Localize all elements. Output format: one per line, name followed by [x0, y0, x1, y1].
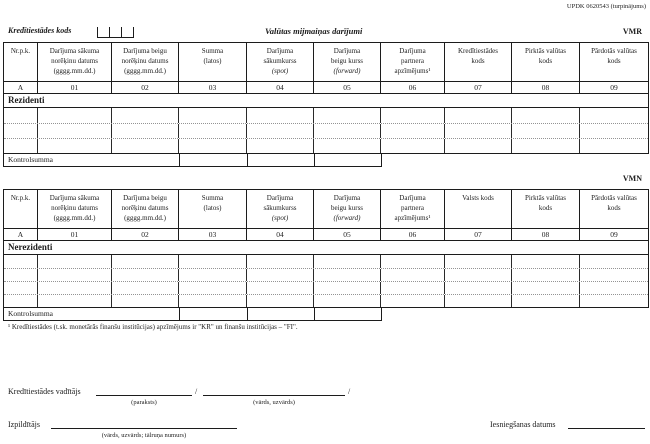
header-line: (gggg.mm.dd.): [124, 214, 166, 223]
manager-signature-label: Kredītiestādes vadītājs: [8, 387, 81, 396]
submission-date-label: Iesniegšanas datums: [490, 420, 556, 429]
body-cell: [38, 255, 112, 268]
col-code-09: 09: [610, 83, 618, 92]
body-cell: [4, 124, 38, 138]
body-cell: [4, 269, 38, 281]
body-cell: [179, 139, 247, 153]
header-line: sākumkurss: [263, 57, 297, 66]
header-line: Valsts kods: [462, 194, 494, 202]
table-grid: [3, 42, 649, 154]
body-cell: [38, 124, 112, 138]
body-cell: [112, 255, 179, 268]
credit-institution-code-boxes: [97, 27, 134, 38]
body-cell: [38, 269, 112, 281]
header-line: (latos): [203, 204, 222, 213]
table-vmn-nonresidents: [3, 189, 649, 321]
body-cell: [247, 124, 314, 138]
body-cell: [179, 124, 247, 138]
body-cell: [179, 269, 247, 281]
header-line: Darījuma sākuma: [49, 194, 100, 202]
body-cell: [445, 282, 512, 294]
header-line: (gggg.mm.dd.): [53, 67, 96, 76]
body-cell: [445, 255, 512, 268]
body-cell: [445, 295, 512, 307]
col-header-01: [38, 43, 112, 81]
body-cell: [247, 139, 314, 153]
body-cell: [381, 108, 445, 123]
header-line: Darījuma: [333, 47, 361, 55]
body-cell: [247, 282, 314, 294]
header-line: norēķinu datums: [121, 57, 169, 66]
body-row: [4, 138, 648, 153]
body-row: [4, 108, 648, 123]
col-header-03: [179, 190, 247, 228]
kontrolsumma-label: Kontrolsumma: [8, 155, 53, 164]
kontrolsumma-cell: [179, 308, 247, 320]
col-header-09: [580, 43, 648, 81]
executor-hint: (vārds, uzvārds; tālruņa numurs): [101, 432, 187, 439]
body-cell: [314, 139, 381, 153]
manager-signature-blank: [96, 385, 192, 396]
header-line: (latos): [203, 57, 222, 66]
executor-label: Izpildītājs: [8, 420, 40, 429]
section-band: Nerezidenti: [4, 240, 648, 254]
body-cell: [580, 139, 648, 153]
col-header-07: [445, 190, 512, 228]
body-cell: [381, 269, 445, 281]
col-code-07: 07: [445, 82, 512, 93]
body-cell: [512, 108, 580, 123]
table-header-row: [4, 43, 648, 81]
header-line: (spot): [271, 67, 289, 76]
body-cell: [580, 295, 648, 307]
body-cell: [580, 255, 648, 268]
header-line: Darījuma: [333, 194, 361, 202]
col-header-08: [512, 43, 580, 81]
body-cell: [4, 139, 38, 153]
col-code-02: 02: [112, 229, 179, 240]
body-cell: [445, 124, 512, 138]
kontrolsumma-cell: [314, 154, 381, 166]
col-header-05: [314, 43, 381, 81]
body-cell: [179, 108, 247, 123]
header-line: Darījuma: [266, 194, 294, 202]
credit-institution-code-label: Kredītiestādes kods: [8, 26, 72, 35]
body-row: [4, 268, 648, 281]
header-line: Summa: [201, 194, 224, 202]
body-cell: [112, 139, 179, 153]
body-cell: [512, 255, 580, 268]
body-cell: [38, 108, 112, 123]
header-line: norēķinu datums: [51, 204, 98, 213]
header-line: Pārdotās valūtas: [591, 194, 637, 202]
header-line: Pārdotās valūtas: [591, 47, 637, 55]
body-cell: [512, 282, 580, 294]
column-code-row: [4, 81, 648, 93]
body-cell: [580, 282, 648, 294]
col-code-01: 01: [38, 82, 112, 93]
body-cell: [38, 282, 112, 294]
body-cell: [4, 282, 38, 294]
col-header-07: [445, 43, 512, 81]
header-line: partnera: [401, 204, 424, 213]
body-cell: [512, 269, 580, 281]
header-line: (spot): [271, 214, 289, 223]
col-header-04: [247, 190, 314, 228]
header-line: (gggg.mm.dd.): [53, 214, 96, 223]
header-line: beigu kurss: [330, 204, 364, 213]
body-cell: [112, 124, 179, 138]
body-cell: [445, 269, 512, 281]
table-grid: [3, 189, 649, 308]
col-header-04: [247, 43, 314, 81]
form-title: Valūtas mijmaiņas darījumi: [265, 26, 363, 36]
body-row: [4, 281, 648, 294]
kontrolsumma-row: [3, 308, 382, 321]
col-header-06: [381, 190, 445, 228]
header-line: (forward): [333, 214, 361, 223]
col-header-05: [314, 190, 381, 228]
header-line: (forward): [333, 67, 361, 76]
header-line: Pirktās valūtas: [524, 194, 567, 202]
body-cell: [512, 139, 580, 153]
col-code-03: 03: [179, 229, 247, 240]
body-cell: [314, 269, 381, 281]
body-cell: [179, 282, 247, 294]
body-cell: [112, 282, 179, 294]
col-code-04: 04: [247, 229, 314, 240]
col-header-A: [4, 190, 38, 228]
header-line: norēķinu datums: [121, 204, 169, 213]
body-cell: [4, 295, 38, 307]
col-header-09: [580, 190, 648, 228]
submission-date-blank: [568, 418, 645, 429]
col-code-03: 03: [179, 82, 247, 93]
body-cell: [445, 108, 512, 123]
body-cell: [4, 108, 38, 123]
col-code-06: 06: [381, 82, 445, 93]
col-code-A: A: [4, 229, 38, 240]
kontrolsumma-row: [3, 154, 382, 167]
name-hint: (vārds, uzvārds): [253, 399, 295, 406]
kontrolsumma-label: Kontrolsumma: [8, 309, 53, 318]
header-line: Kredītiestādes: [457, 47, 499, 55]
kontrolsumma-cell: [247, 308, 314, 320]
body-cell: [580, 124, 648, 138]
header-line: partnera: [401, 57, 424, 66]
body-cell: [38, 139, 112, 153]
slash-separator: /: [348, 387, 351, 396]
header-line: (gggg.mm.dd.): [124, 67, 166, 76]
header-line: kods: [538, 204, 553, 213]
col-code-05: 05: [314, 229, 381, 240]
footnote: ¹ Kredītiestādes (t.sk. monetārās finanšu institūcijas) apzīmējums ir "KR" un finanšu institūcijas – "FI".: [8, 323, 298, 331]
header-line: kods: [538, 57, 553, 66]
header-line: kods: [471, 57, 485, 66]
body-cell: [381, 255, 445, 268]
header-line: Nr.p.k.: [10, 194, 31, 202]
col-code-04: 04: [247, 82, 314, 93]
header-line: Summa: [201, 47, 224, 55]
body-cell: [381, 295, 445, 307]
table-label-vmn: VMN: [622, 174, 642, 183]
table-body: [4, 107, 648, 153]
body-cell: [38, 295, 112, 307]
col-header-08: [512, 190, 580, 228]
table-body: [4, 254, 648, 307]
col-code-08: 08: [512, 229, 580, 240]
header-line: Darījuma beigu: [123, 47, 167, 55]
body-cell: [314, 295, 381, 307]
body-cell: [314, 124, 381, 138]
header-line: Darījuma: [399, 47, 426, 55]
body-cell: [179, 295, 247, 307]
body-cell: [381, 124, 445, 138]
header-line: apzīmējums¹: [394, 67, 431, 76]
col-header-02: [112, 43, 179, 81]
table-header-row: [4, 190, 648, 228]
body-cell: [381, 139, 445, 153]
col-code-02: 02: [112, 82, 179, 93]
header-line: Darījuma: [266, 47, 294, 55]
col-header-01: [38, 190, 112, 228]
header-line: Nr.p.k.: [10, 47, 31, 55]
col-code-08: 08: [512, 82, 580, 93]
body-cell: [247, 108, 314, 123]
body-cell: [512, 124, 580, 138]
header-line: sākumkurss: [263, 204, 297, 213]
body-row: [4, 294, 648, 307]
body-cell: [381, 282, 445, 294]
header-line: Pirktās valūtas: [524, 47, 567, 55]
kontrolsumma-cell: [247, 154, 314, 166]
executor-blank: [51, 418, 237, 429]
body-cell: [580, 108, 648, 123]
body-cell: [247, 295, 314, 307]
table-label-vmr: VMR: [622, 27, 642, 36]
column-code-row: [4, 228, 648, 240]
body-cell: [314, 255, 381, 268]
col-header-03: [179, 43, 247, 81]
body-cell: [112, 269, 179, 281]
col-code-09: 09: [610, 230, 618, 239]
kontrolsumma-cell: [179, 154, 247, 166]
col-header-02: [112, 190, 179, 228]
header-line: kods: [607, 204, 621, 213]
kontrolsumma-cell: [314, 308, 381, 320]
slash-separator: /: [195, 387, 198, 396]
body-cell: [4, 255, 38, 268]
col-code-07: 07: [445, 229, 512, 240]
body-cell: [247, 255, 314, 268]
body-cell: [179, 255, 247, 268]
manager-name-blank: [203, 385, 345, 396]
code-box: [121, 27, 134, 38]
body-cell: [247, 269, 314, 281]
col-code-05: 05: [314, 82, 381, 93]
col-header-A: [4, 43, 38, 81]
header-line: Darījuma beigu: [123, 194, 167, 202]
body-cell: [580, 269, 648, 281]
body-cell: [112, 108, 179, 123]
col-code-A: A: [4, 82, 38, 93]
header-line: apzīmējums¹: [394, 214, 431, 223]
col-header-06: [381, 43, 445, 81]
body-cell: [112, 295, 179, 307]
body-cell: [512, 295, 580, 307]
header-line: kods: [607, 57, 621, 66]
header-line: beigu kurss: [330, 57, 364, 66]
body-cell: [445, 139, 512, 153]
body-row: [4, 123, 648, 138]
body-cell: [314, 108, 381, 123]
table-vmr-residents: [3, 42, 649, 167]
body-cell: [314, 282, 381, 294]
header-line: norēķinu datums: [51, 57, 98, 66]
doc-reference: UPDK 0620543 (turpinājums): [566, 3, 646, 10]
signature-hint: (paraksts): [131, 399, 157, 406]
col-code-06: 06: [381, 229, 445, 240]
body-row: [4, 255, 648, 268]
header-line: Darījuma sākuma: [49, 47, 100, 55]
col-code-01: 01: [38, 229, 112, 240]
section-band: Rezidenti: [4, 93, 648, 107]
header-line: Darījuma: [399, 194, 426, 202]
